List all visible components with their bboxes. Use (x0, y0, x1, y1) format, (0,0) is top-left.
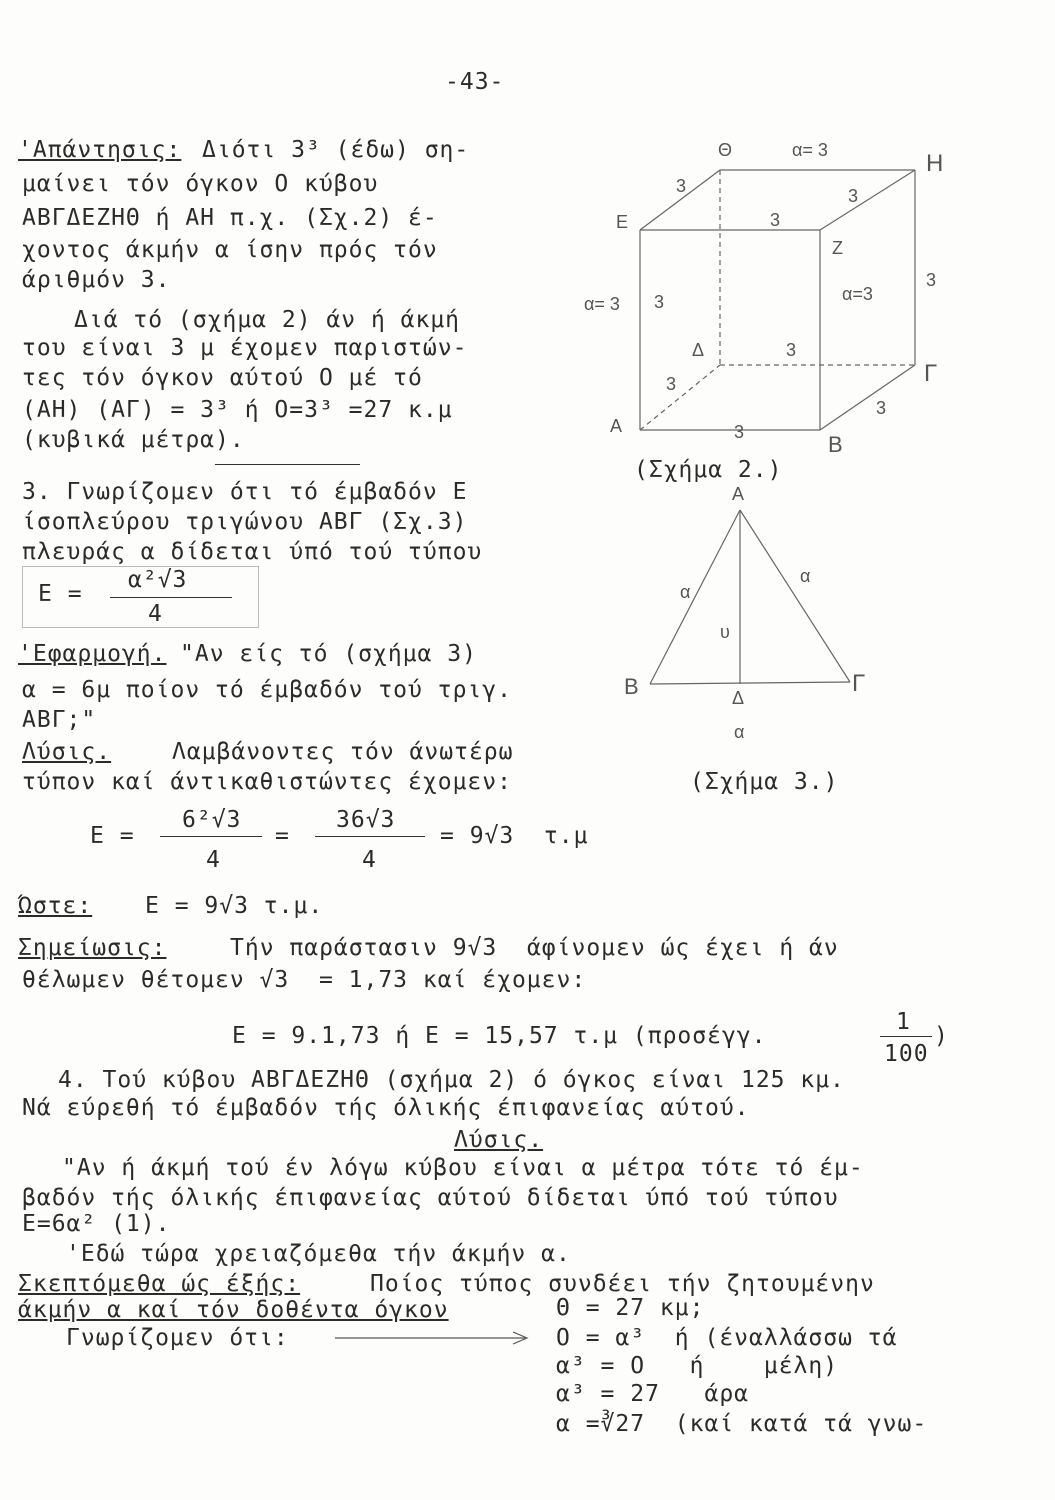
cube-figure (590, 130, 950, 460)
section4-solution-line: Ε=6α² (1). (22, 1211, 171, 1237)
separator-rule (215, 464, 360, 465)
solution-line: τύπον καί άντικαθιστώντες έχομεν: (22, 769, 512, 795)
triangle-side-label: α (680, 582, 691, 602)
calc-numerator-2: 36√3 (336, 807, 396, 833)
application-label: 'Εφαρμογή. (18, 641, 167, 667)
page-number: -43- (445, 69, 505, 95)
approx-numerator: 1 (896, 1009, 911, 1035)
edge-label: 3 (926, 270, 937, 290)
figure3-caption: (Σχήμα 3.) (690, 769, 839, 795)
formula-numerator: α²√3 (128, 567, 188, 593)
triangle-side-label: α (734, 722, 745, 742)
vertex-label: Δ (692, 340, 705, 360)
step-line: α =∛27 (καί κατά τά γνω- (556, 1411, 928, 1437)
edge-label: 3 (848, 186, 859, 206)
solution-line: Λαμβάνοντες τόν άνωτέρω (172, 739, 514, 765)
section3-line: 3. Γνωρίζομεν ότι τό έμβαδόν Ε (22, 479, 468, 505)
calc-numerator-1: 6²√3 (182, 807, 242, 833)
triangle-vertex: Β (624, 674, 639, 699)
step-line: Θ = 27 κμ; (556, 1295, 705, 1321)
figure2-caption: (Σχήμα 2.) (634, 457, 783, 483)
calc-denominator-2: 4 (362, 847, 377, 873)
section4-solution-line: βαδόν τής όλικής έπιφανείας αύτού δίδεται ύπό τού τύπου (22, 1185, 839, 1211)
vertex-label: Θ (718, 140, 733, 160)
answer-line: Διότι 3³ (έδω) ση- (202, 137, 470, 163)
approx-fraction-bar (880, 1036, 932, 1037)
section3-line: πλευράς α δίδεται ύπό τού τύπου (22, 539, 483, 565)
edge-label: 3 (676, 176, 687, 196)
section3-line: ίσοπλεύρου τριγώνου ΑΒΓ (Σχ.3) (22, 509, 468, 535)
section4-line: Νά εύρεθή τό έμβαδόν τής όλικής έπιφανείας αύτού. (22, 1095, 750, 1121)
vertex-label: Β (828, 432, 843, 457)
step-line: α³ = 27 άρα (556, 1381, 750, 1407)
triangle-vertex: Γ (852, 670, 866, 697)
arrow-icon (335, 1330, 535, 1350)
alpha-label: α= 3 (584, 294, 620, 314)
formula-lhs: Ε = (38, 581, 83, 607)
calc-lhs: Ε = (90, 823, 135, 849)
step-line: Ο = α³ ή (έναλλάσσω τά (556, 1325, 898, 1351)
edge-label: 3 (666, 374, 677, 394)
edge-label: 3 (654, 292, 665, 312)
formula-fraction-bar (110, 597, 232, 598)
answer-line: χοντος άκμήν α ίσην πρός τόν (22, 237, 438, 263)
alpha-label: α= 3 (792, 140, 828, 160)
section4-solution-label: Λύσις. (454, 1127, 544, 1153)
triangle-height-label: υ (720, 622, 730, 642)
calc-fraction-bar-2 (315, 836, 425, 837)
known-label: Γνωρίζομεν ότι: (66, 1325, 289, 1351)
triangle-vertex: Δ (732, 688, 745, 708)
step-line: α³ = Ο ή μέλη) (556, 1353, 839, 1379)
application-line: "Αν είς τό (σχήμα 3) (180, 641, 477, 667)
answer-line: Διά τό (σχήμα 2) άν ή άκμή (74, 307, 461, 333)
answer-line: (ΑΗ) (ΑΓ) = 3³ ή Ο=3³ =27 κ.μ (22, 397, 453, 423)
application-line: α = 6μ ποίον τό έμβαδόν τού τριγ. (22, 677, 512, 703)
vertex-label: Γ (924, 360, 938, 387)
answer-line: (κυβικά μέτρα). (22, 427, 245, 453)
vertex-label: Ε (616, 212, 629, 232)
think-line: Ποίος τύπος συνδέει τήν ζητουμένην (370, 1271, 875, 1297)
note-label: Σημείωσις: (18, 935, 167, 961)
note-line: Τήν παράστασιν 9√3 άφίνομεν ώς έχει ή άν (230, 935, 839, 961)
edge-label: 3 (786, 340, 797, 360)
approx-denominator: 100 (884, 1041, 929, 1067)
triangle-vertex: Α (732, 484, 745, 504)
think-label: Σκεπτόμεθα ώς έξής: (18, 1271, 301, 1297)
section4-solution-line: "Αν ή άκμή τού έν λόγω κύβου είναι α μέτρα τότε τό έμ- (62, 1155, 864, 1181)
hence-text: Ε = 9√3 τ.μ. (145, 893, 324, 919)
answer-line: μαίνει τόν όγκον Ο κύβου (22, 171, 379, 197)
approx-close: ) (934, 1023, 949, 1049)
answer-line: άριθμόν 3. (22, 267, 171, 293)
application-line: ΑΒΓ;" (22, 707, 97, 733)
triangle-figure (640, 500, 870, 700)
calc-equals: = (275, 823, 290, 849)
answer-line: του είναι 3 μ έχομεν παριστών- (22, 335, 468, 361)
answer-line: ΑΒΓΔΕΖΗΘ ή ΑΗ π.χ. (Σχ.2) έ- (22, 205, 438, 231)
vertex-label: Η (926, 150, 944, 177)
note-line: Ε = 9.1,73 ή Ε = 15,57 τ.μ (προσέγγ. (232, 1023, 767, 1049)
answer-label: 'Απάντησις: (18, 137, 182, 163)
note-line: θέλωμεν θέτομεν √3 = 1,73 καί έχομεν: (22, 967, 587, 993)
calc-denominator-1: 4 (206, 847, 221, 873)
alpha-label: α=3 (842, 284, 873, 304)
edge-label: 3 (734, 422, 745, 442)
vertex-label: Ζ (832, 238, 843, 258)
vertex-label: Α (610, 416, 623, 436)
hence-label: Ώστε: (18, 893, 93, 919)
triangle-side-label: α (800, 566, 811, 586)
answer-line: τες τόν όγκον αύτού Ο μέ τό (22, 365, 423, 391)
solution-label: Λύσις. (22, 739, 112, 765)
edge-label: 3 (876, 398, 887, 418)
formula-denominator: 4 (148, 601, 163, 627)
edge-label: 3 (770, 210, 781, 230)
think-line-2: άκμήν α καί τόν δοθέντα όγκον (18, 1297, 449, 1323)
calc-result: = 9√3 τ.μ (440, 823, 589, 849)
section4-line: 4. Τού κύβου ΑΒΓΔΕΖΗΘ (σχήμα 2) ό όγκος είναι 125 κμ. (58, 1067, 845, 1093)
calc-fraction-bar-1 (160, 836, 262, 837)
section4-solution-line: 'Εδώ τώρα χρειαζόμεθα τήν άκμήν α. (66, 1241, 571, 1267)
